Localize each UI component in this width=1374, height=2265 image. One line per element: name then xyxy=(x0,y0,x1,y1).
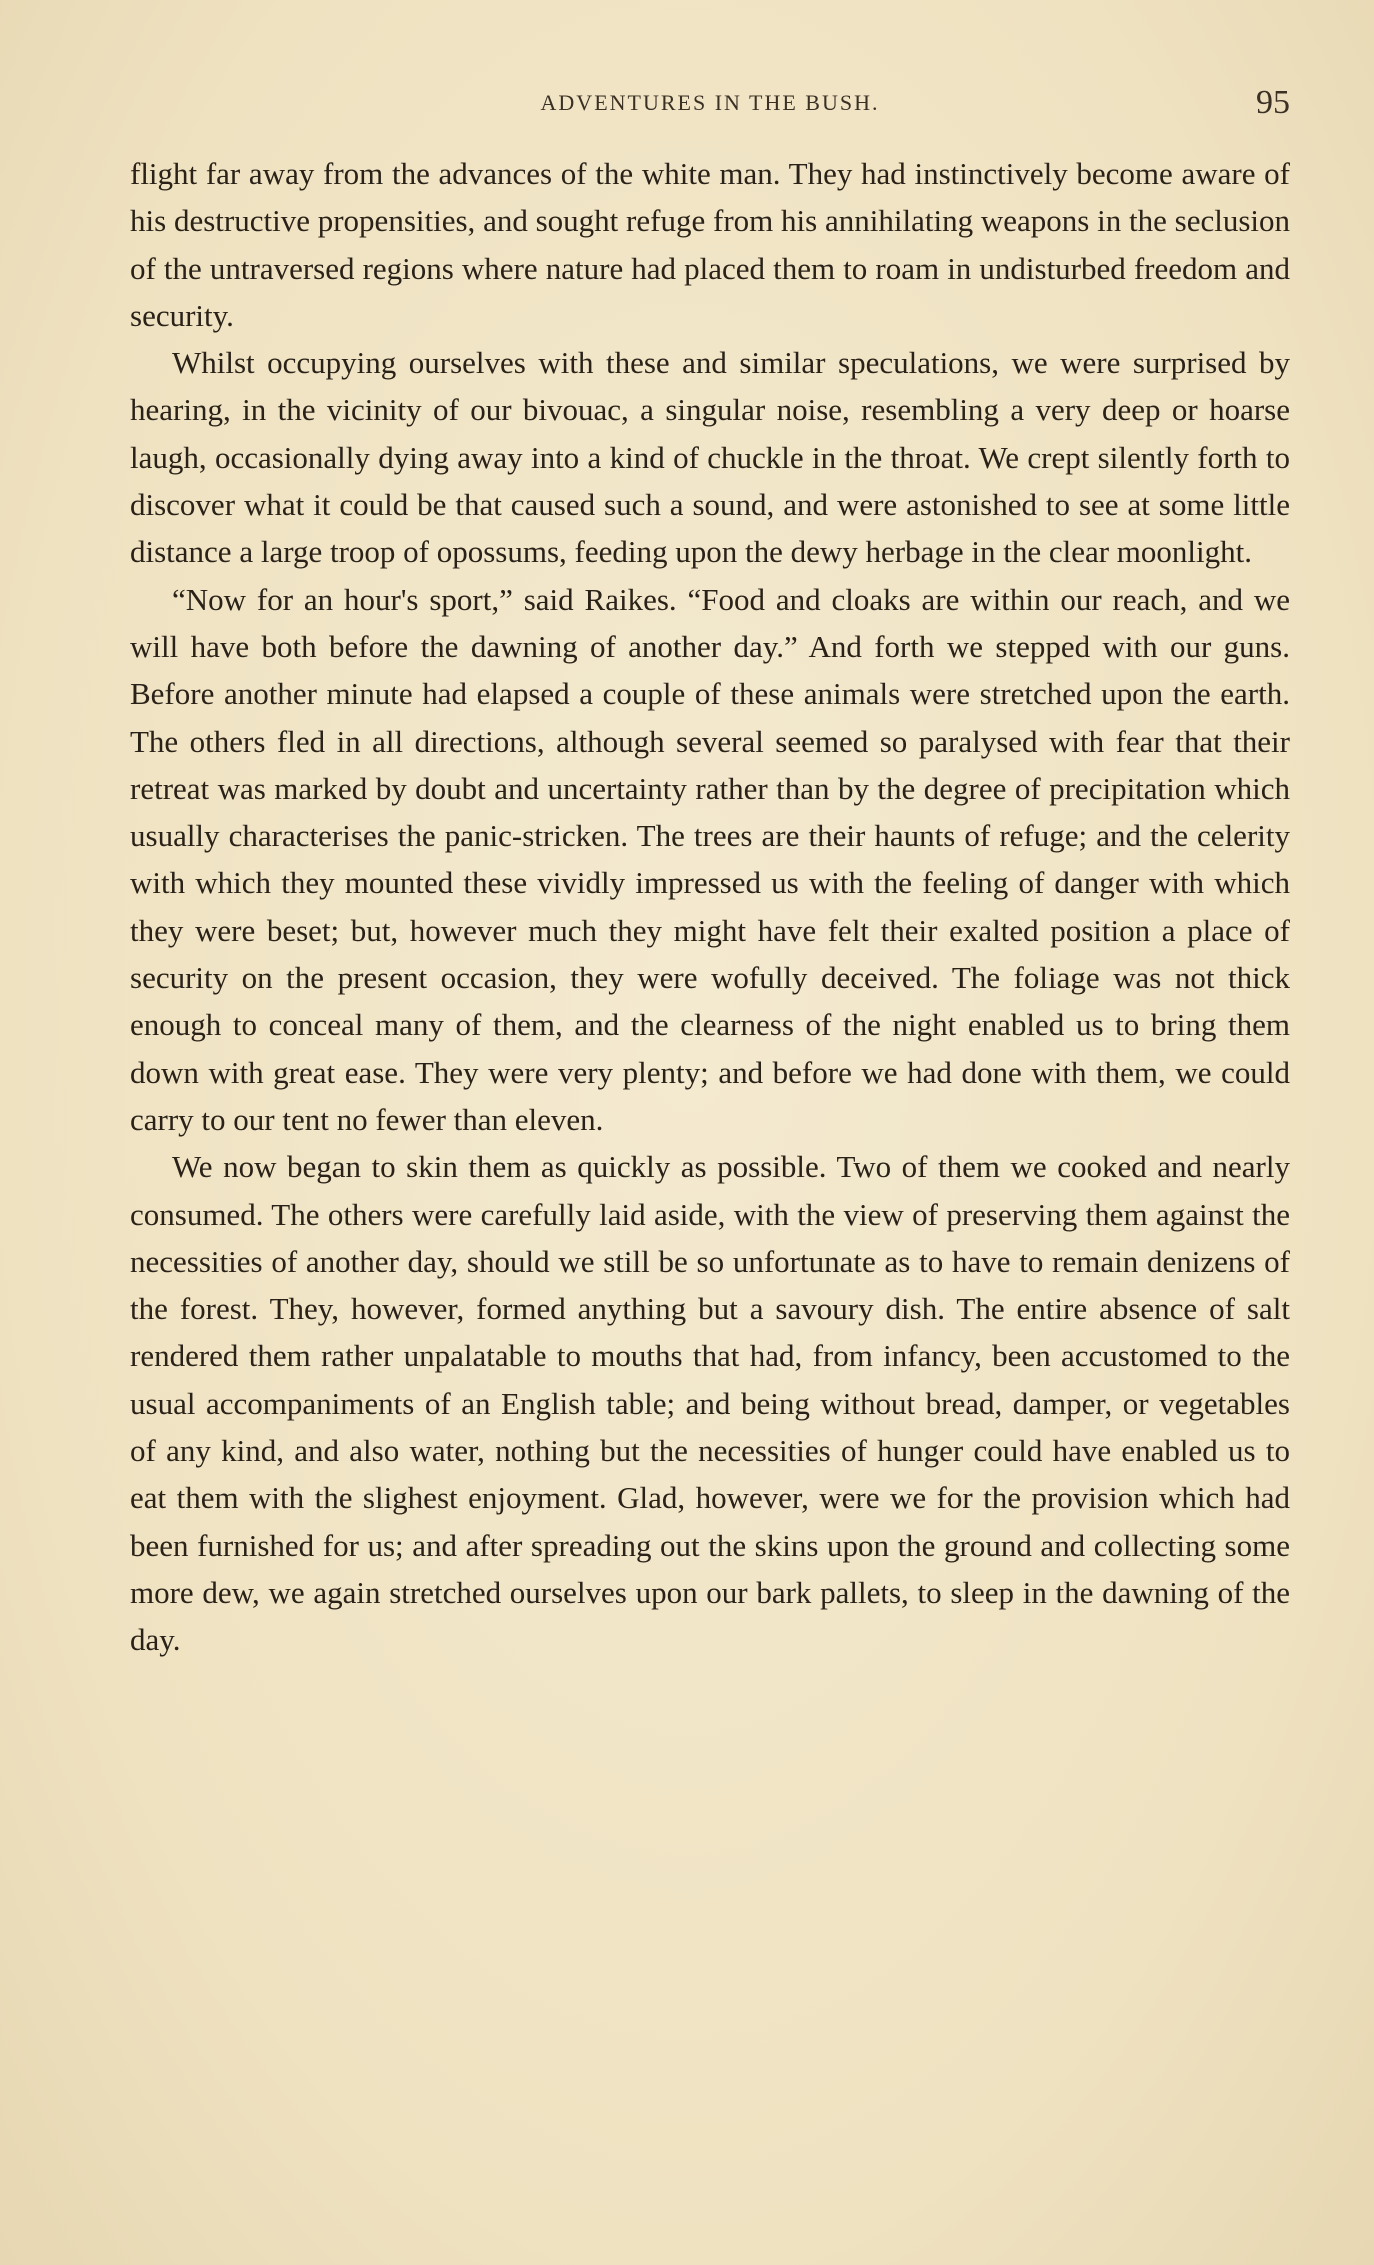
body-text xyxy=(130,150,1290,1664)
running-head: ADVENTURES IN THE BUSH. xyxy=(540,90,880,115)
page-number: 95 xyxy=(1256,84,1290,121)
paragraph: flight far away from the advances of the white man. They had instinctively become aware of his destructive propensities, and sought refuge from his annihilating weapons in the seclusion of the untraversed regions where nature had placed them to roam in undisturbed freedom and security. xyxy=(130,156,1290,333)
paragraph: Whilst occupying ourselves with these and similar speculations, we were surprised by hearing, in the vicinity of our bivouac, a singular noise, resembling a very deep or hoarse laugh, occasionally dying away into a kind of chuckle in the throat. We crept silently forth to discover what it could be that caused such a sound, and were astonished to see at some little distance a large troop of opossums, feeding upon the dewy herbage in the clear moonlight. xyxy=(130,345,1290,570)
page-header xyxy=(130,84,1290,134)
paragraph: “Now for an hour's sport,” said Raikes. “Food and cloaks are within our reach, and we will have both before the dawning of another day.” And forth we stepped with our guns. Before another minute had elapsed a couple of these animals were stretched upon the earth. The others fled in all directions, although several seemed so paralysed with fear that their retreat was marked by doubt and uncertainty rather than by the degree of precipitation which usually characterises the panic-stricken. The trees are their haunts of refuge; and the celerity with which they mounted these vividly impressed us with the feeling of danger with which they were beset; but, however much they might have felt their exalted position a place of security on the present occasion, they were wofully deceived. The foliage was not thick enough to conceal many of them, and the clearness of the night enabled us to bring them down with great ease. They were very plenty; and before we had done with them, we could carry to our tent no fewer than eleven. xyxy=(130,581,1290,1137)
paragraph: We now began to skin them as quickly as possible. Two of them we cooked and nearly consumed. The others were carefully laid aside, with the view of preserving them against the necessities of another day, should we still be so unfortunate as to have to remain denizens of the forest. They, however, formed anything but a savoury dish. The entire absence of salt rendered them rather unpalatable to mouths that had, from infancy, been accustomed to the usual accompaniments of an English table; and being without bread, damper, or vegetables of any kind, and also water, nothing but the necessities of hunger could have enabled us to eat them with the slighest enjoyment. Glad, however, were we for the provision which had been furnished for us; and after spreading out the skins upon the ground and collecting some more dew, we again stretched ourselves upon our bark pallets, to sleep in the dawning of the day. xyxy=(130,1149,1290,1658)
